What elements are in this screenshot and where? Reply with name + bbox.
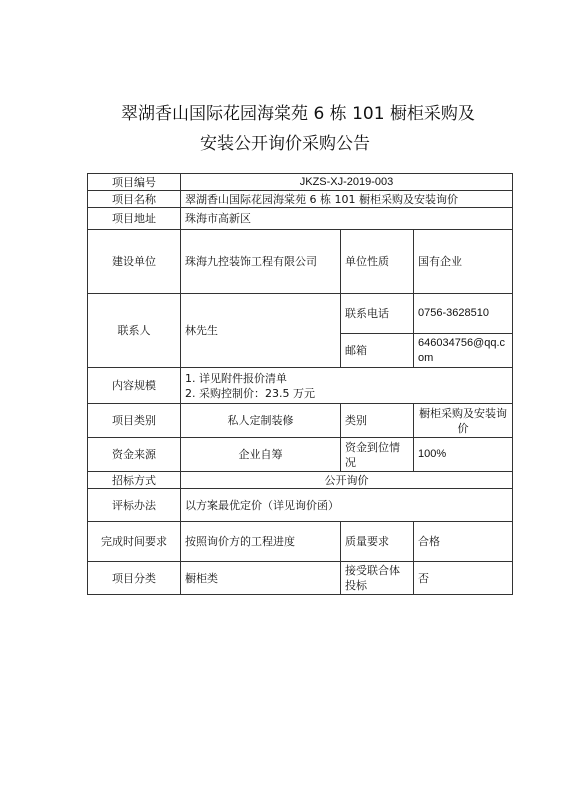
email-label: 邮箱: [341, 334, 414, 368]
unit-nature-value: 国有企业: [414, 230, 513, 294]
category-label: 项目类别: [88, 404, 181, 438]
builder-value: 珠海九控装饰工程有限公司: [181, 230, 341, 294]
deadline-label: 完成时间要求: [88, 522, 181, 562]
type-label: 类别: [341, 404, 414, 438]
content-item: 1. 详见附件报价清单: [185, 371, 287, 385]
project-info-table: [87, 173, 513, 595]
fund-value: 企业自筹: [181, 438, 341, 472]
project-no-label: 项目编号: [88, 174, 181, 191]
project-addr-value: 珠海市高新区: [181, 208, 513, 230]
contact-label: 联系人: [88, 294, 181, 368]
category-value: 私人定制装修: [181, 404, 341, 438]
consortium-value: 否: [414, 562, 513, 595]
fund-status-label: 资金到位情况: [341, 438, 414, 472]
project-addr-label: 项目地址: [88, 208, 181, 230]
project-name-label: 项目名称: [88, 191, 181, 208]
quality-value: 合格: [414, 522, 513, 562]
quality-label: 质量要求: [341, 522, 414, 562]
phone-value: 0756-3628510: [414, 294, 513, 334]
unit-nature-label: 单位性质: [341, 230, 414, 294]
eval-label: 评标办法: [88, 489, 181, 522]
type-value: 橱柜采购及安装询价: [414, 404, 513, 438]
bid-method-label: 招标方式: [88, 472, 181, 489]
content-label: 内容规模: [88, 368, 181, 404]
fund-status-value: 100%: [414, 438, 513, 472]
contact-value: 林先生: [181, 294, 341, 368]
classify-label: 项目分类: [88, 562, 181, 595]
eval-value: 以方案最优定价（详见询价函）: [181, 489, 513, 522]
project-no-value: JKZS-XJ-2019-003: [181, 174, 513, 191]
classify-value: 橱柜类: [181, 562, 341, 595]
document-title-line1: 翠湖香山国际花园海棠苑 6 栋 101 橱柜采购及: [121, 104, 475, 124]
consortium-label: 接受联合体投标: [341, 562, 414, 595]
content-cell: [181, 368, 513, 404]
content-item: 2. 采购控制价：23.5 万元: [185, 386, 315, 400]
deadline-value: 按照询价方的工程进度: [181, 522, 341, 562]
builder-label: 建设单位: [88, 230, 181, 294]
content-list: [185, 371, 508, 401]
phone-label: 联系电话: [341, 294, 414, 334]
document-title-line2: 安装公开询价采购公告: [200, 134, 370, 154]
email-value: 646034756@qq.com: [414, 334, 513, 368]
bid-method-value: 公开询价: [181, 472, 513, 489]
project-name-value: 翠湖香山国际花园海棠苑 6 栋 101 橱柜采购及安装询价: [181, 191, 513, 208]
fund-label: 资金来源: [88, 438, 181, 472]
